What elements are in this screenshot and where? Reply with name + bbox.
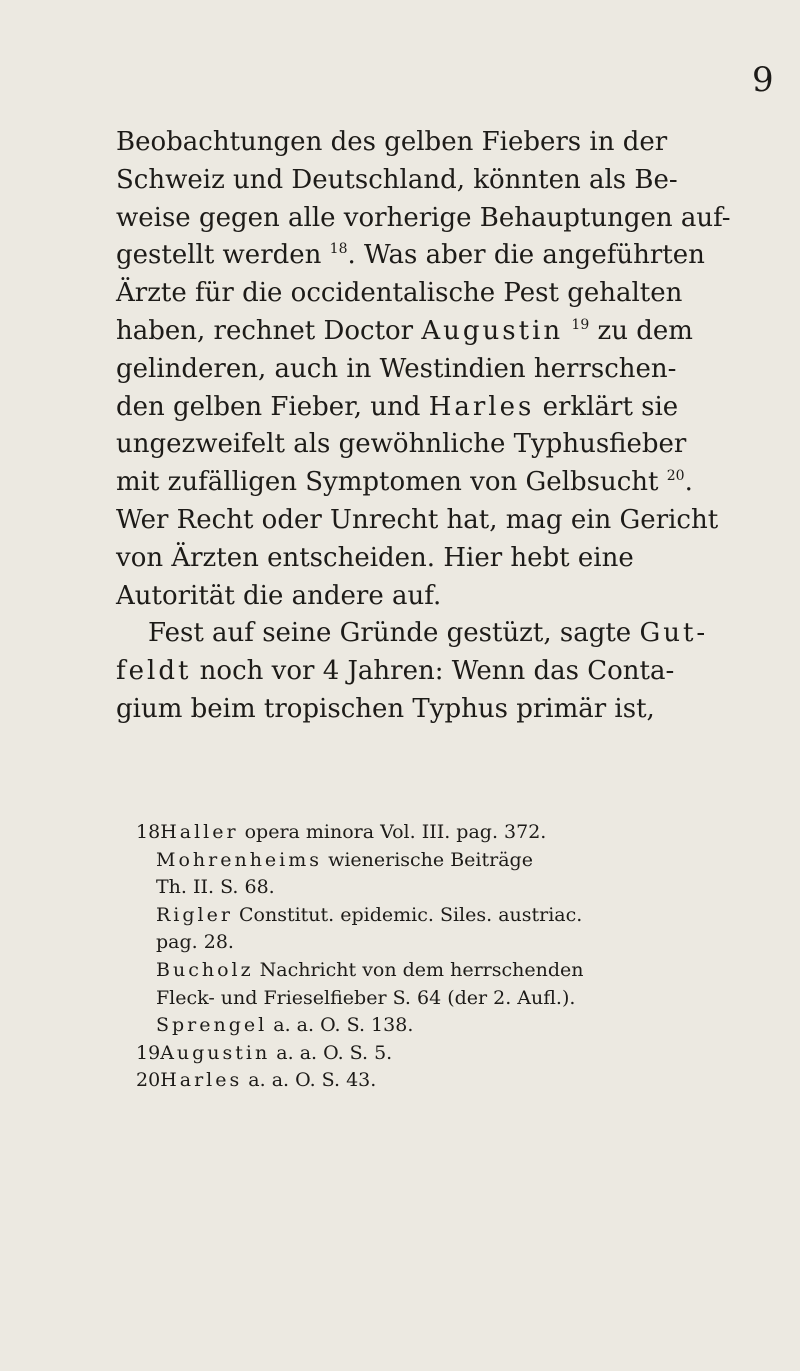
text-line: gelinderen, auch in Westindien herrschen- bbox=[116, 353, 677, 384]
footnotes bbox=[136, 819, 786, 1095]
text-line: Beobachtungen des gelben Fiebers in der bbox=[116, 127, 668, 157]
footnote-line: Sprengel a. a. O. S. 138. bbox=[156, 1014, 414, 1037]
author-name: Harles bbox=[428, 391, 535, 422]
footnote-number: 18 bbox=[136, 821, 161, 843]
text-line: haben, rechnet Doctor Augustin $^{19}$ zu dem bbox=[116, 315, 693, 346]
footnote-line: 18Haller opera minora Vol. III. pag. 372. bbox=[136, 819, 786, 847]
text-line: gium beim tropischen Typhus primär ist, bbox=[116, 693, 655, 724]
text-line: Ärzte für die occidentalische Pest gehalten bbox=[116, 278, 683, 309]
footnote-line: pag. 28. bbox=[156, 931, 234, 954]
author-name: Mohrenheims bbox=[156, 848, 323, 871]
text-line: den gelben Fieber, und Harles erklärt sie bbox=[116, 391, 679, 422]
footnote-line: Fleck- und Frieselfieber S. 64 (der 2. Aufl.). bbox=[156, 986, 576, 1009]
text-line: ungezweifelt als gewöhnliche Typhusfieber bbox=[116, 429, 687, 460]
text-line: weise gegen alle vorherige Behauptungen auf- bbox=[116, 202, 731, 233]
text-line: Wer Recht oder Unrecht hat, mag ein Gericht bbox=[116, 504, 719, 535]
footnote-ref: 19 bbox=[571, 316, 590, 333]
footnote bbox=[136, 1040, 786, 1068]
author-name: Augustin bbox=[421, 315, 564, 346]
paragraph bbox=[116, 124, 786, 615]
footnote-ref: 20 bbox=[666, 468, 685, 485]
text-line: Schweiz und Deutschland, könnten als Be- bbox=[116, 164, 678, 195]
author-name: Rigler bbox=[156, 903, 233, 926]
footnote-line: 19Augustin a. a. O. S. 5. bbox=[136, 1040, 786, 1068]
author-name: Harles bbox=[160, 1069, 243, 1092]
footnote-line: Th. II. S. 68. bbox=[156, 876, 275, 899]
author-name: Bucholz bbox=[156, 958, 254, 981]
text-line: Fest auf seine Gründe gestüzt, sagte Gut- bbox=[148, 618, 709, 649]
text-line: Autorität die andere auf. bbox=[116, 580, 442, 611]
footnote-line: Bucholz Nachricht von dem herrschenden bbox=[156, 958, 584, 981]
footnote bbox=[136, 819, 786, 1040]
footnote-number: 19 bbox=[136, 1041, 161, 1064]
page-number: 9 bbox=[752, 60, 774, 100]
footnote bbox=[136, 1067, 786, 1095]
author-name: Augustin bbox=[160, 1041, 271, 1064]
text-line: von Ärzten entscheiden. Hier hebt eine bbox=[116, 542, 634, 573]
author-name: feldt bbox=[116, 656, 192, 687]
author-name: Gut- bbox=[639, 618, 709, 649]
text-line: feldt noch vor 4 Jahren: Wenn das Conta- bbox=[116, 656, 675, 687]
footnote-line: Mohrenheims wienerische Beiträge bbox=[156, 848, 533, 871]
footnote-line: 20Harles a. a. O. S. 43. bbox=[136, 1067, 786, 1095]
main-text bbox=[116, 124, 786, 729]
footnote-line: Rigler Constitut. epidemic. Siles. austriac. bbox=[156, 903, 583, 926]
author-name: Sprengel bbox=[156, 1014, 268, 1037]
text-line: mit zufälligen Symptomen von Gelbsucht $^{20}$. bbox=[116, 467, 693, 498]
footnote-number: 20 bbox=[136, 1069, 161, 1092]
paragraph bbox=[116, 615, 786, 728]
text-line: gestellt werden $^{18}$. Was aber die angeführten bbox=[116, 240, 705, 271]
author-name: Haller bbox=[160, 821, 239, 843]
footnote-ref: 18 bbox=[329, 241, 348, 258]
